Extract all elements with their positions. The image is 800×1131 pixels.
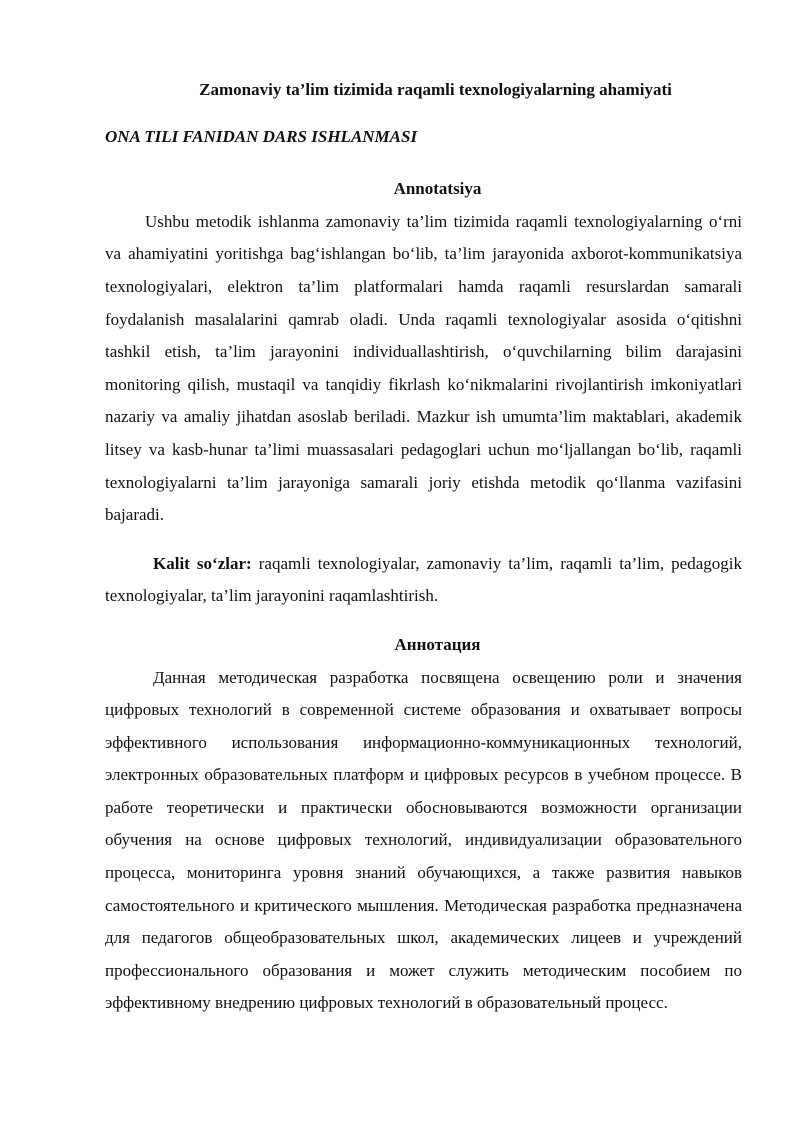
annotation-ru-text: Данная методическая разработка посвящена освещению роли и значения цифровых технологий в современной системе образования и охватывает вопросы эффективного использования информационно-коммуникационных технологий, электронных образовательных платформ и цифровых ресурсов в учебном процессе. В работе теоретически и практически обосновываются возможности организации обучения на основе цифровых технологий, индивидуализации образовательного процесса, мониторинга уровня знаний обучающихся, а также развития навыков самостоятельного и критического мышления. Методическая разработка предназначена для педагогов общеобразовательных школ, академических лицеев и учреждений профессионального образования и может служить методическим пособием по эффективному внедрению цифровых технологий в образовательный процесс. bbox=[105, 667, 742, 1013]
annotation-uz-text: Ushbu metodik ishlanma zamonaviy ta’lim tizimida raqamli texnologiyalarning o‘rni va ahamiyatini yoritishga bag‘ishlangan bo‘lib, ta’lim jarayonida axborot-kommunikatsiya texnologiyalari, elektron ta’lim platformalari hamda raqamli resurslardan samarali foydalanish masalalarini qamrab oladi. Unda raqamli texnologiyalar asosida o‘qitishni tashkil etish, ta’lim jarayonini individuallashtirish, o‘quvchilarning bilim darajasini monitoring qilish, mustaqil va tanqidiy fikrlash ko‘nikmalarini rivojlantirish imkoniyatlari nazariy va amaliy jihatdan asoslab beriladi. Mazkur ish umumta’lim maktablari, akademik litsey va kasb-hunar ta’limi muassasalari pedagoglari uchun mo‘ljallangan bo‘lib, raqamli texnologiyalarni ta’lim jarayoniga samarali joriy etishda metodik qo‘llanma vazifasini bajaradi. bbox=[105, 211, 742, 525]
document-title: Zamonaviy ta’lim tizimida raqamli texnologiyalarning ahamiyati bbox=[199, 80, 672, 99]
document-page bbox=[105, 74, 742, 1020]
annotation-ru-heading: Аннотация bbox=[394, 634, 481, 654]
keywords-text: raqamli texnologiyalar, zamonaviy ta’lim, raqamli ta’lim, pedagogik texnologiyalar, ta’lim jarayonini raqamlashtirish. bbox=[105, 553, 742, 606]
keywords-label: Kalit so‘zlar: bbox=[153, 553, 252, 573]
annotation-uz-heading: Annotatsiya bbox=[393, 179, 482, 199]
keywords-paragraph bbox=[105, 548, 742, 613]
document-subtitle: ONA TILI FANIDAN DARS ISHLANMASI bbox=[105, 126, 418, 146]
